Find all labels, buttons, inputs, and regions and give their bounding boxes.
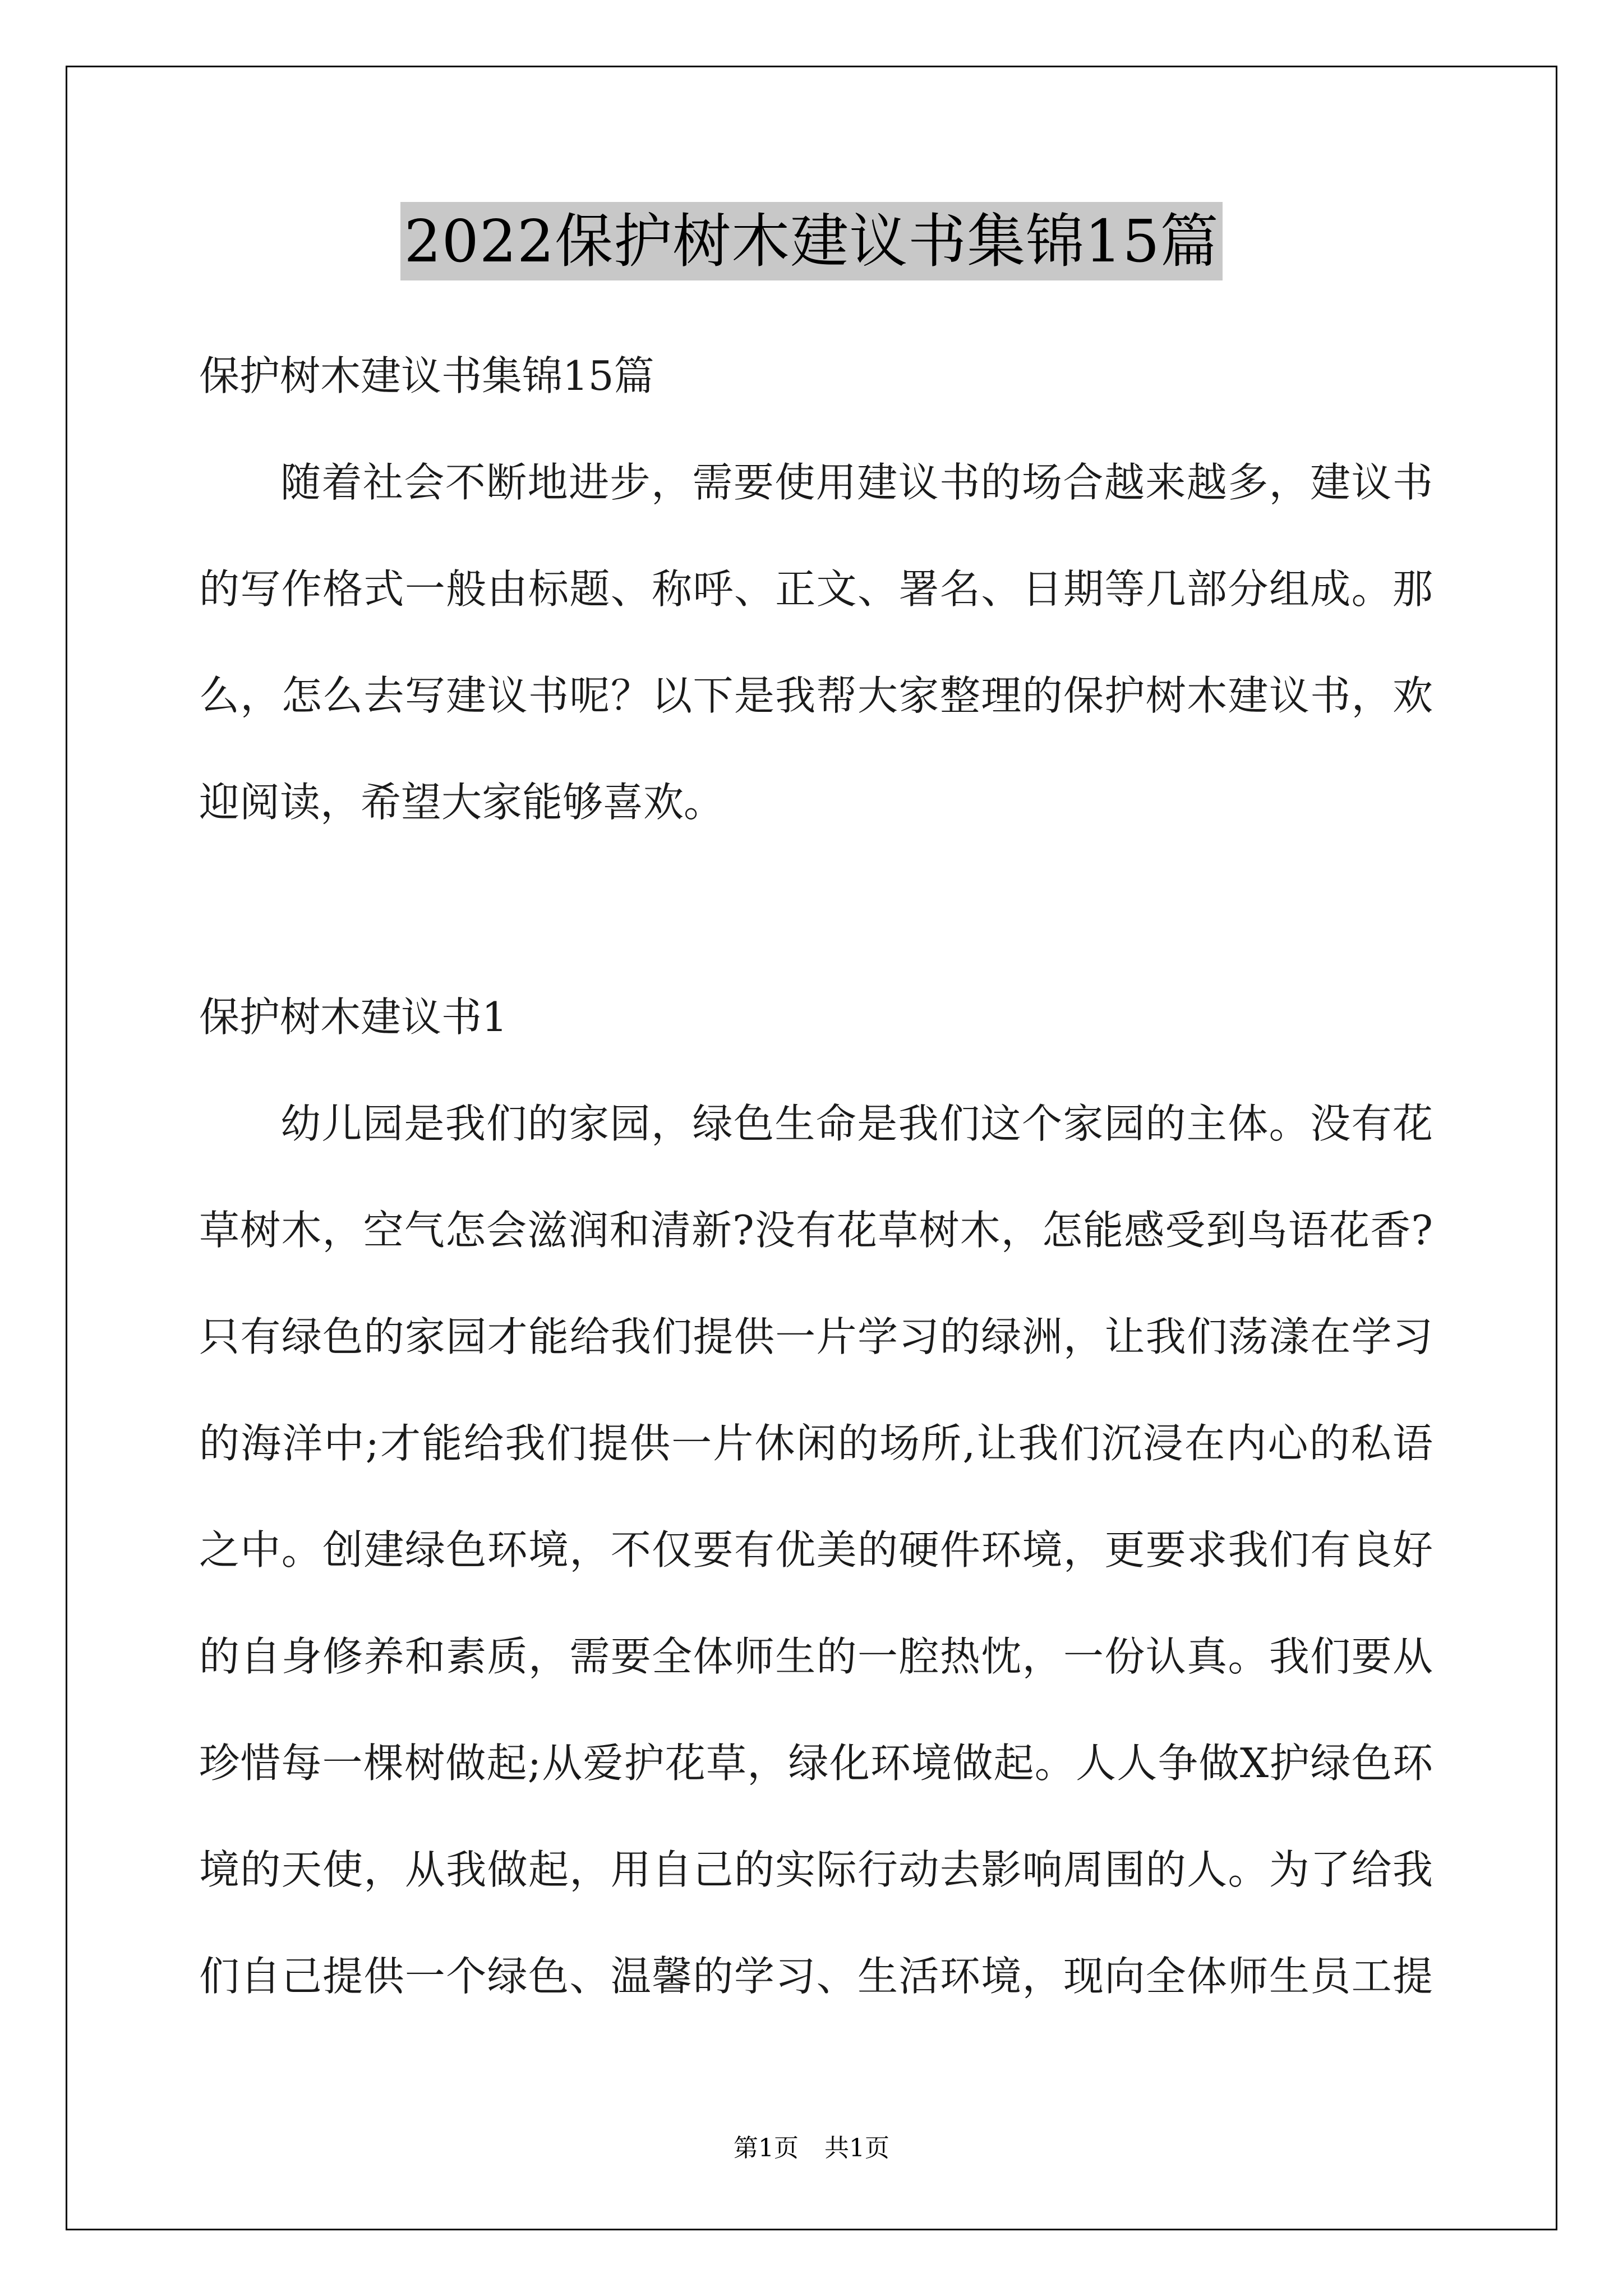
section-line: 的自身修养和素质，需要全体师生的一腔热忱，一份认真。我们要从 [199,1633,1433,1680]
title-container [0,202,1623,280]
document-title: 2022保护树木建议书集锦15篇 [400,202,1222,280]
section-line: 的海洋中;才能给我们提供一片休闲的场所,让我们沉浸在内心的私语 [199,1420,1433,1467]
section-line: 珍惜每一棵树做起;从爱护花草，绿化环境做起。人人争做X护绿色环 [199,1740,1433,1787]
intro-line: 迎阅读，希望大家能够喜欢。 [199,779,725,826]
intro-line: 么，怎么去写建议书呢？以下是我帮大家整理的保护树木建议书，欢 [199,672,1433,719]
intro-line: 的写作格式一般由标题、称呼、正文、署名、日期等几部分组成。那 [199,565,1433,613]
section-line: 境的天使，从我做起，用自己的实际行动去影响周围的人。为了给我 [199,1846,1433,1893]
section-line: 只有绿色的家园才能给我们提供一片学习的绿洲，让我们荡漾在学习 [199,1313,1433,1360]
page-footer [0,2132,1623,2165]
section-heading: 保护树木建议书1 [199,993,508,1041]
section-line: 草树木，空气怎会滋润和清新?没有花草树木，怎能感受到鸟语花香? [199,1207,1433,1254]
page-number-current: 第1页 [734,2134,799,2162]
intro-line: 随着社会不断地进步，需要使用建议书的场合越来越多，建议书 [280,459,1433,506]
section-line: 之中。创建绿色环境，不仅要有优美的硬件环境，更要求我们有良好 [199,1526,1433,1573]
page-number-total: 共1页 [824,2134,889,2162]
document-subtitle: 保护树木建议书集锦15篇 [199,352,654,399]
section-line: 们自己提供一个绿色、温馨的学习、生活环境，现向全体师生员工提 [199,1953,1433,2000]
section-line: 幼儿园是我们的家园，绿色生命是我们这个家园的主体。没有花 [280,1100,1433,1147]
